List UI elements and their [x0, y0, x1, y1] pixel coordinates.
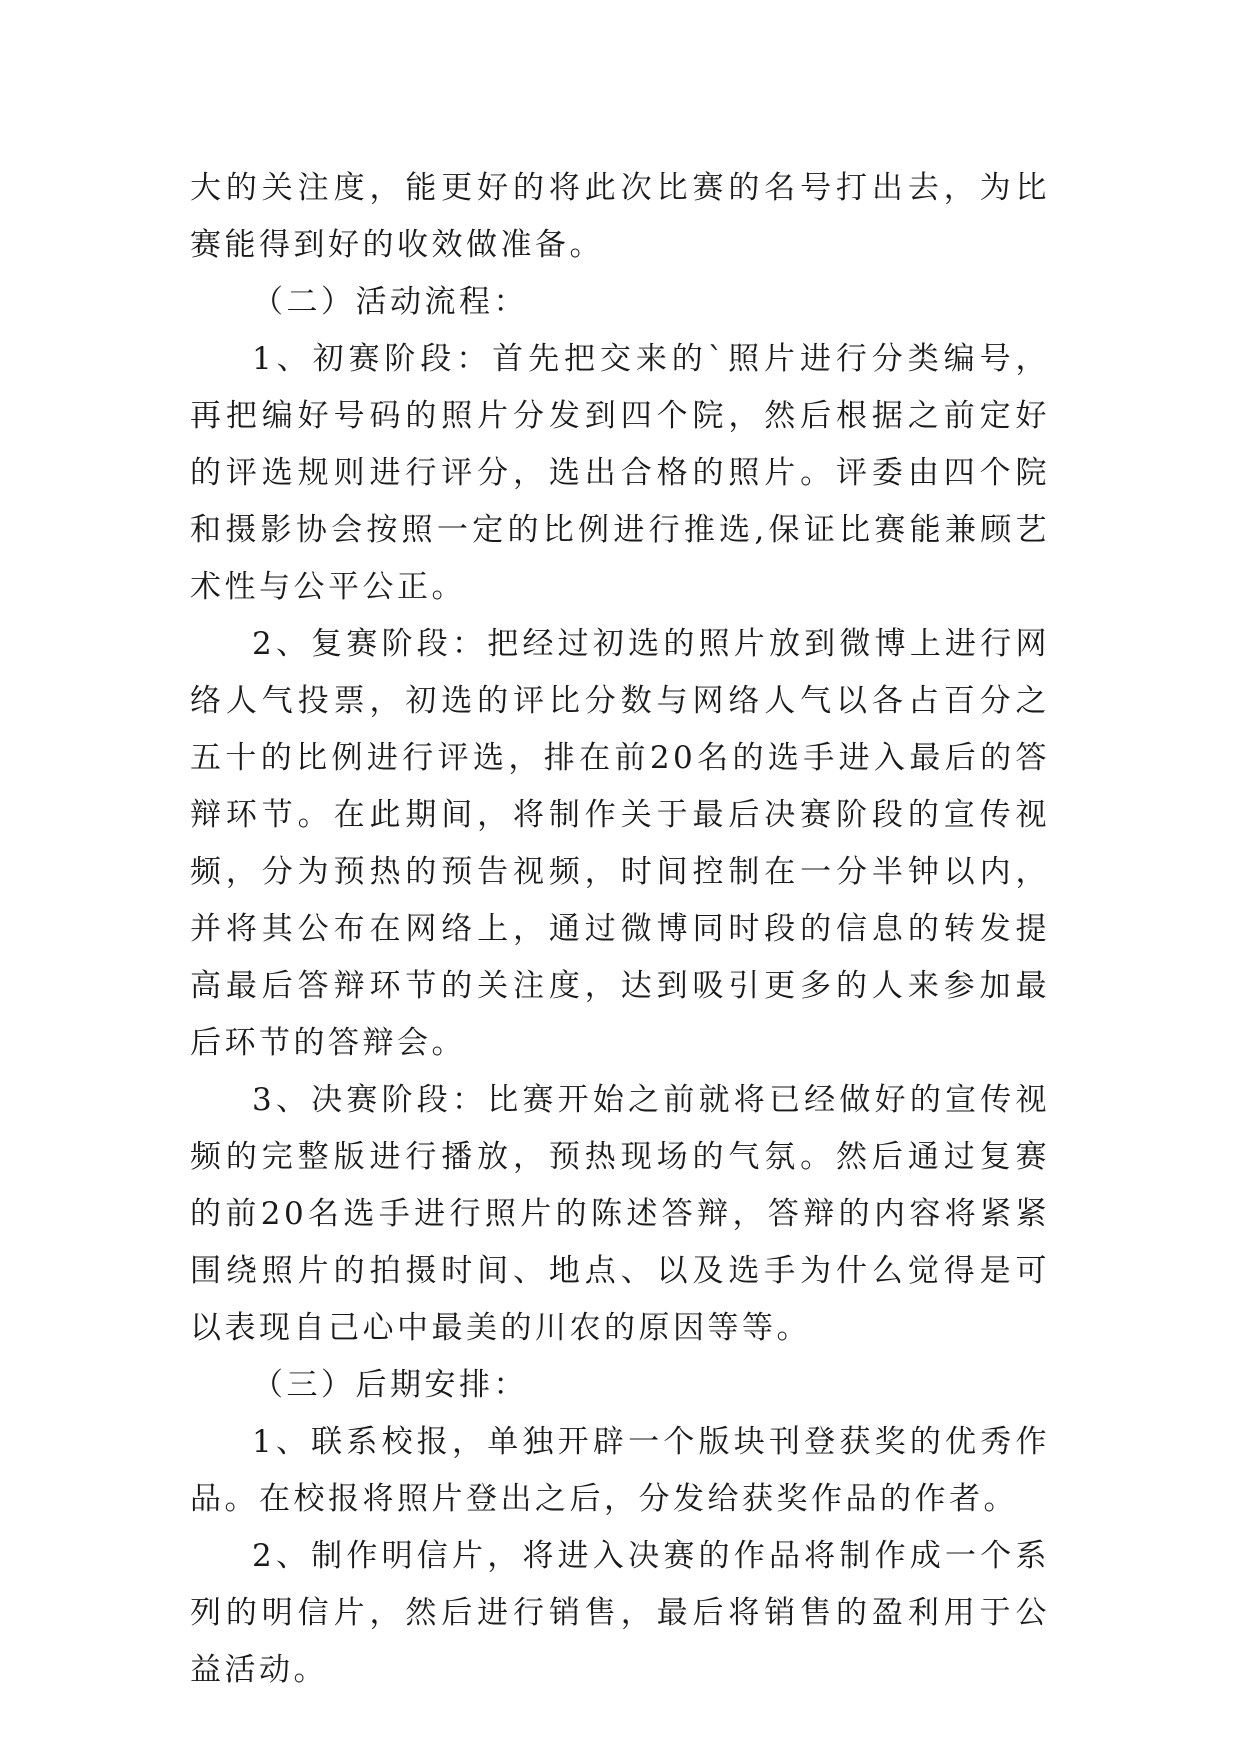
document-body: [190, 160, 1050, 1699]
paragraph-continuation: 大的关注度，能更好的将此次比赛的名号打出去，为比赛能得到好的收效做准备。: [190, 170, 1050, 263]
section-heading-activity-process: （二）活动流程：: [252, 284, 528, 320]
paragraph-school-newspaper: 1、联系校报，单独开辟一个版块刊登获奖的优秀作品。在校报将照片登出之后，分发给获奖作品的作者。: [190, 1424, 1050, 1517]
paragraph-semifinal-stage: 2、复赛阶段：把经过初选的照片放到微博上进行网络人气投票，初选的评比分数与网络人气以各占百分之五十的比例进行评选，排在前20名的选手进入最后的答辩环节。在此期间，将制作关于最后决赛阶段的宣传视频，分为预热的预告视频，时间控制在一分半钟以内，并将其公布在网络上，通过微博同时段的信息的转发提高最后答辩环节的关注度，达到吸引更多的人来参加最后环节的答辩会。: [190, 626, 1050, 1061]
paragraph-final-stage: 3、决赛阶段：比赛开始之前就将已经做好的宣传视频的完整版进行播放，预热现场的气氛。然后通过复赛的前20名选手进行照片的陈述答辩，答辩的内容将紧紧围绕照片的拍摄时间、地点、以及选手为什么觉得是可以表现自己心中最美的川农的原因等等。: [190, 1082, 1050, 1346]
paragraph-postcards: 2、制作明信片，将进入决赛的作品将制作成一个系列的明信片，然后进行销售，最后将销售的盈利用于公益活动。: [190, 1538, 1050, 1688]
paragraph-preliminary-stage: 1、初赛阶段：首先把交来的`照片进行分类编号，再把编好号码的照片分发到四个院，然后根据之前定好的评选规则进行评分，选出合格的照片。评委由四个院和摄影协会按照一定的比例进行推选,保证比赛能兼顾艺术性与公平公正。: [190, 341, 1050, 605]
section-heading-follow-up: （三）后期安排：: [252, 1367, 528, 1403]
